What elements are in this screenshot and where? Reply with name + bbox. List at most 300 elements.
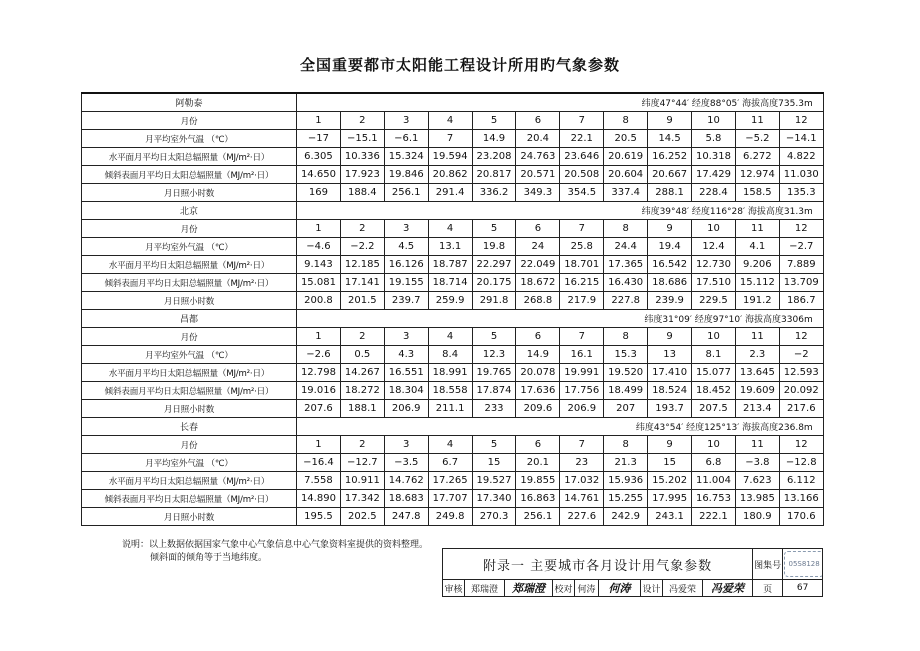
- row-label: 月平均室外气温 （℃）: [82, 346, 297, 364]
- table-cell: 9: [648, 436, 692, 454]
- table-cell: 18.558: [428, 382, 472, 400]
- table-cell: 7: [560, 328, 604, 346]
- row-label: 月份: [82, 328, 297, 346]
- table-cell: −14.1: [779, 130, 823, 148]
- table-cell: 15.255: [604, 490, 648, 508]
- table-cell: 229.5: [692, 292, 736, 310]
- table-cell: −12.7: [340, 454, 384, 472]
- reviewer-signature: 郑瑞澄: [505, 580, 553, 597]
- row-label: 月日照小时数: [82, 184, 297, 202]
- table-cell: 14.890: [297, 490, 341, 508]
- table-cell: 239.9: [648, 292, 692, 310]
- table-cell: 12.3: [472, 346, 516, 364]
- horizontal-radiation-row: [82, 472, 824, 490]
- table-cell: 17.995: [648, 490, 692, 508]
- table-cell: 18.991: [428, 364, 472, 382]
- footnote: [122, 539, 428, 565]
- temperature-row: [82, 238, 824, 256]
- table-cell: 3: [384, 112, 428, 130]
- table-cell: 9.143: [297, 256, 341, 274]
- month-row: [82, 220, 824, 238]
- table-cell: 10.336: [340, 148, 384, 166]
- row-label: 月日照小时数: [82, 400, 297, 418]
- table-cell: 158.5: [735, 184, 779, 202]
- table-cell: 7: [560, 436, 604, 454]
- city-name: 北京: [82, 202, 297, 220]
- table-cell: 186.7: [779, 292, 823, 310]
- table-cell: 18.686: [648, 274, 692, 292]
- table-cell: 11: [735, 112, 779, 130]
- horizontal-radiation-row: [82, 148, 824, 166]
- table-cell: 14.9: [472, 130, 516, 148]
- table-cell: 17.510: [692, 274, 736, 292]
- table-cell: 211.1: [428, 400, 472, 418]
- table-cell: 17.707: [428, 490, 472, 508]
- table-cell: 19.846: [384, 166, 428, 184]
- table-cell: 9.206: [735, 256, 779, 274]
- table-cell: 16.430: [604, 274, 648, 292]
- table-cell: 3: [384, 220, 428, 238]
- table-cell: 3: [384, 436, 428, 454]
- table-cell: 268.8: [516, 292, 560, 310]
- table-cell: 200.8: [297, 292, 341, 310]
- table-cell: 16.542: [648, 256, 692, 274]
- city-coordinates: 纬度31°09′ 经度97°10′ 海拔高度3306m: [297, 310, 824, 328]
- table-cell: 4.3: [384, 346, 428, 364]
- table-cell: 20.078: [516, 364, 560, 382]
- table-cell: 249.8: [428, 508, 472, 526]
- table-cell: 193.7: [648, 400, 692, 418]
- tilted-radiation-row: [82, 382, 824, 400]
- table-cell: 10.318: [692, 148, 736, 166]
- table-cell: 20.667: [648, 166, 692, 184]
- city-header-row: [82, 418, 824, 436]
- table-cell: 337.4: [604, 184, 648, 202]
- reviewer-name: 郑瑞澄: [465, 580, 505, 597]
- table-cell: 188.1: [340, 400, 384, 418]
- horizontal-radiation-row: [82, 256, 824, 274]
- row-label: 月份: [82, 436, 297, 454]
- table-cell: 180.9: [735, 508, 779, 526]
- checker-name: 何涛: [575, 580, 599, 597]
- table-cell: 170.6: [779, 508, 823, 526]
- table-cell: −16.4: [297, 454, 341, 472]
- table-cell: 16.215: [560, 274, 604, 292]
- table-cell: 18.272: [340, 382, 384, 400]
- designer-name: 冯爱荣: [663, 580, 703, 597]
- table-cell: 22.297: [472, 256, 516, 274]
- table-cell: 17.874: [472, 382, 516, 400]
- table-cell: 8: [604, 436, 648, 454]
- table-cell: 24.763: [516, 148, 560, 166]
- footnote-line1: 说明：以上数据依据国家气象中心气象信息中心气象资料室提供的资料整理。: [122, 540, 429, 550]
- table-cell: 13.985: [735, 490, 779, 508]
- table-cell: 18.672: [516, 274, 560, 292]
- row-label: 月日照小时数: [82, 508, 297, 526]
- table-cell: 20.604: [604, 166, 648, 184]
- table-cell: 14.9: [516, 346, 560, 364]
- row-label: 水平面月平均日太阳总辐照量（MJ/m²·日）: [82, 472, 297, 490]
- city-coordinates: 纬度43°54′ 经度125°13′ 海拔高度236.8m: [297, 418, 824, 436]
- table-cell: 12: [779, 220, 823, 238]
- table-cell: 227.6: [560, 508, 604, 526]
- table-cell: 17.365: [604, 256, 648, 274]
- page-title: 全国重要都市太阳能工程设计所用旳气象参数: [299, 56, 620, 74]
- table-cell: 5: [472, 220, 516, 238]
- sunshine-hours-row: [82, 400, 824, 418]
- page-label: 页: [753, 580, 783, 597]
- table-cell: 15.112: [735, 274, 779, 292]
- table-cell: 239.7: [384, 292, 428, 310]
- table-cell: 15.077: [692, 364, 736, 382]
- footnote-line2: 倾斜面的倾角等于当地纬度。: [150, 553, 268, 563]
- table-cell: 19.594: [428, 148, 472, 166]
- row-label: 水平面月平均日太阳总辐照量（MJ/m²·日）: [82, 148, 297, 166]
- table-cell: 1: [297, 220, 341, 238]
- table-cell: 4: [428, 112, 472, 130]
- table-cell: 222.1: [692, 508, 736, 526]
- table-cell: 270.3: [472, 508, 516, 526]
- table-cell: 233: [472, 400, 516, 418]
- check-label: 校对: [553, 580, 575, 597]
- atlas-label: 图集号: [753, 549, 783, 580]
- table-cell: 17.265: [428, 472, 472, 490]
- atlas-number: [783, 549, 823, 580]
- table-cell: −5.2: [735, 130, 779, 148]
- table-cell: 7.623: [735, 472, 779, 490]
- table-cell: 9: [648, 220, 692, 238]
- table-cell: 18.499: [604, 382, 648, 400]
- table-cell: 201.5: [340, 292, 384, 310]
- table-cell: 1: [297, 112, 341, 130]
- atlas-stamp: 05S8128: [784, 551, 823, 577]
- table-cell: 15: [472, 454, 516, 472]
- table-cell: 21.3: [604, 454, 648, 472]
- table-cell: 7: [428, 130, 472, 148]
- table-cell: 10: [692, 328, 736, 346]
- table-cell: 291.8: [472, 292, 516, 310]
- table-cell: 19.520: [604, 364, 648, 382]
- table-cell: 10: [692, 436, 736, 454]
- table-cell: −15.1: [340, 130, 384, 148]
- climate-table: [81, 92, 824, 526]
- city-coordinates: 纬度47°44′ 经度88°05′ 海拔高度735.3m: [297, 93, 824, 112]
- table-cell: 7.889: [779, 256, 823, 274]
- table-cell: 11.030: [779, 166, 823, 184]
- table-cell: 354.5: [560, 184, 604, 202]
- table-cell: 5: [472, 328, 516, 346]
- row-label: 月平均室外气温 （℃）: [82, 238, 297, 256]
- table-cell: 12.730: [692, 256, 736, 274]
- table-cell: 227.8: [604, 292, 648, 310]
- table-cell: 18.683: [384, 490, 428, 508]
- row-label: 水平面月平均日太阳总辐照量（MJ/m²·日）: [82, 364, 297, 382]
- table-cell: 25.8: [560, 238, 604, 256]
- table-cell: 11: [735, 328, 779, 346]
- table-cell: 13: [648, 346, 692, 364]
- month-row: [82, 112, 824, 130]
- table-cell: −2: [779, 346, 823, 364]
- table-cell: 2: [340, 328, 384, 346]
- designer-signature: 冯爱荣: [703, 580, 753, 597]
- table-cell: 2.3: [735, 346, 779, 364]
- table-cell: 16.1: [560, 346, 604, 364]
- city-name: 昌都: [82, 310, 297, 328]
- table-cell: 8: [604, 328, 648, 346]
- table-cell: 169: [297, 184, 341, 202]
- table-cell: 1: [297, 328, 341, 346]
- table-cell: 19.609: [735, 382, 779, 400]
- row-label: 月平均室外气温 （℃）: [82, 454, 297, 472]
- table-cell: 5: [472, 436, 516, 454]
- table-cell: 18.304: [384, 382, 428, 400]
- row-label: 月日照小时数: [82, 292, 297, 310]
- table-cell: 288.1: [648, 184, 692, 202]
- table-cell: 19.4: [648, 238, 692, 256]
- table-cell: 20.175: [472, 274, 516, 292]
- table-cell: 10: [692, 220, 736, 238]
- table-cell: −3.8: [735, 454, 779, 472]
- table-cell: 16.753: [692, 490, 736, 508]
- table-cell: 256.1: [516, 508, 560, 526]
- table-cell: 18.524: [648, 382, 692, 400]
- row-label: 倾斜表面月平均日太阳总辐照量（MJ/m²·日）: [82, 490, 297, 508]
- table-cell: 23.646: [560, 148, 604, 166]
- table-cell: 14.762: [384, 472, 428, 490]
- table-cell: 24.4: [604, 238, 648, 256]
- review-label: 审核: [443, 580, 465, 597]
- table-cell: 19.855: [516, 472, 560, 490]
- table-cell: 12.593: [779, 364, 823, 382]
- table-cell: 12: [779, 328, 823, 346]
- appendix-title: 附录一 主要城市各月设计用气象参数: [443, 549, 753, 580]
- table-cell: 243.1: [648, 508, 692, 526]
- table-cell: −2.6: [297, 346, 341, 364]
- table-cell: 18.714: [428, 274, 472, 292]
- table-cell: 17.429: [692, 166, 736, 184]
- table-cell: 6: [516, 220, 560, 238]
- row-label: 倾斜表面月平均日太阳总辐照量（MJ/m²·日）: [82, 382, 297, 400]
- table-cell: 17.342: [340, 490, 384, 508]
- table-cell: 17.923: [340, 166, 384, 184]
- table-cell: 8: [604, 112, 648, 130]
- month-row: [82, 436, 824, 454]
- table-cell: 349.3: [516, 184, 560, 202]
- table-cell: 19.016: [297, 382, 341, 400]
- table-cell: 15.202: [648, 472, 692, 490]
- table-cell: 6.7: [428, 454, 472, 472]
- table-cell: 20.5: [604, 130, 648, 148]
- table-cell: −2.2: [340, 238, 384, 256]
- table-cell: 6: [516, 328, 560, 346]
- city-name: 长春: [82, 418, 297, 436]
- table-cell: 6.8: [692, 454, 736, 472]
- table-cell: 15.3: [604, 346, 648, 364]
- table-cell: 12: [779, 112, 823, 130]
- table-cell: 6.112: [779, 472, 823, 490]
- table-cell: 10: [692, 112, 736, 130]
- table-cell: 4.5: [384, 238, 428, 256]
- table-cell: 5.8: [692, 130, 736, 148]
- tilted-radiation-row: [82, 490, 824, 508]
- table-cell: 217.6: [779, 400, 823, 418]
- table-cell: 20.508: [560, 166, 604, 184]
- table-cell: 16.863: [516, 490, 560, 508]
- table-cell: 24: [516, 238, 560, 256]
- table-cell: 17.141: [340, 274, 384, 292]
- table-cell: 4.822: [779, 148, 823, 166]
- table-cell: 12.798: [297, 364, 341, 382]
- tilted-radiation-row: [82, 166, 824, 184]
- table-cell: 15.324: [384, 148, 428, 166]
- table-cell: 23: [560, 454, 604, 472]
- table-cell: 209.6: [516, 400, 560, 418]
- table-cell: 17.756: [560, 382, 604, 400]
- table-cell: 16.551: [384, 364, 428, 382]
- table-cell: 16.126: [384, 256, 428, 274]
- table-cell: 19.155: [384, 274, 428, 292]
- table-cell: 17.636: [516, 382, 560, 400]
- city-header-row: [82, 93, 824, 112]
- table-cell: 20.092: [779, 382, 823, 400]
- table-cell: 7: [560, 112, 604, 130]
- table-cell: 13.166: [779, 490, 823, 508]
- table-cell: 0.5: [340, 346, 384, 364]
- table-cell: 206.9: [560, 400, 604, 418]
- table-cell: 291.4: [428, 184, 472, 202]
- page-number: 67: [783, 580, 823, 597]
- temperature-row: [82, 130, 824, 148]
- table-cell: 20.619: [604, 148, 648, 166]
- row-label: 水平面月平均日太阳总辐照量（MJ/m²·日）: [82, 256, 297, 274]
- temperature-row: [82, 454, 824, 472]
- table-cell: 7.558: [297, 472, 341, 490]
- table-cell: 20.4: [516, 130, 560, 148]
- table-cell: 17.340: [472, 490, 516, 508]
- table-cell: 207.6: [297, 400, 341, 418]
- table-cell: 8.1: [692, 346, 736, 364]
- row-label: 月份: [82, 112, 297, 130]
- table-cell: 207.5: [692, 400, 736, 418]
- table-cell: 13.1: [428, 238, 472, 256]
- title-block: [442, 548, 823, 597]
- table-cell: 18.452: [692, 382, 736, 400]
- table-cell: 22.1: [560, 130, 604, 148]
- table-cell: 228.4: [692, 184, 736, 202]
- table-cell: 12.4: [692, 238, 736, 256]
- table-cell: 20.571: [516, 166, 560, 184]
- table-cell: −6.1: [384, 130, 428, 148]
- table-cell: 207: [604, 400, 648, 418]
- table-cell: 12.185: [340, 256, 384, 274]
- table-cell: 242.9: [604, 508, 648, 526]
- table-cell: 213.4: [735, 400, 779, 418]
- table-cell: 19.527: [472, 472, 516, 490]
- table-cell: 15.936: [604, 472, 648, 490]
- table-cell: 18.787: [428, 256, 472, 274]
- table-cell: 6.272: [735, 148, 779, 166]
- table-cell: 17.410: [648, 364, 692, 382]
- city-name: 阿勒泰: [82, 93, 297, 112]
- sunshine-hours-row: [82, 184, 824, 202]
- table-cell: 13.645: [735, 364, 779, 382]
- row-label: 倾斜表面月平均日太阳总辐照量（MJ/m²·日）: [82, 166, 297, 184]
- table-cell: 14.5: [648, 130, 692, 148]
- table-cell: 247.8: [384, 508, 428, 526]
- city-header-row: [82, 310, 824, 328]
- table-cell: 11.004: [692, 472, 736, 490]
- table-cell: 8.4: [428, 346, 472, 364]
- table-cell: 10.911: [340, 472, 384, 490]
- table-cell: 17.032: [560, 472, 604, 490]
- temperature-row: [82, 346, 824, 364]
- table-cell: 12.974: [735, 166, 779, 184]
- table-cell: 6.305: [297, 148, 341, 166]
- table-cell: 4: [428, 328, 472, 346]
- table-cell: 5: [472, 112, 516, 130]
- table-cell: 1: [297, 436, 341, 454]
- table-cell: 195.5: [297, 508, 341, 526]
- table-cell: 3: [384, 328, 428, 346]
- table-cell: 11: [735, 220, 779, 238]
- table-cell: 12: [779, 436, 823, 454]
- table-cell: 6: [516, 436, 560, 454]
- table-cell: 18.701: [560, 256, 604, 274]
- table-cell: 2: [340, 112, 384, 130]
- table-cell: 2: [340, 220, 384, 238]
- table-cell: 23.208: [472, 148, 516, 166]
- city-header-row: [82, 202, 824, 220]
- table-cell: 202.5: [340, 508, 384, 526]
- table-cell: 22.049: [516, 256, 560, 274]
- table-cell: 14.761: [560, 490, 604, 508]
- horizontal-radiation-row: [82, 364, 824, 382]
- table-cell: −3.5: [384, 454, 428, 472]
- table-cell: 4: [428, 220, 472, 238]
- month-row: [82, 328, 824, 346]
- table-cell: 135.3: [779, 184, 823, 202]
- table-cell: 19.765: [472, 364, 516, 382]
- table-cell: 7: [560, 220, 604, 238]
- table-cell: 14.267: [340, 364, 384, 382]
- table-cell: 20.1: [516, 454, 560, 472]
- table-cell: 9: [648, 112, 692, 130]
- table-cell: 256.1: [384, 184, 428, 202]
- table-cell: 336.2: [472, 184, 516, 202]
- table-cell: 206.9: [384, 400, 428, 418]
- table-cell: 8: [604, 220, 648, 238]
- table-cell: 217.9: [560, 292, 604, 310]
- table-cell: 19.991: [560, 364, 604, 382]
- sunshine-hours-row: [82, 508, 824, 526]
- table-cell: 6: [516, 112, 560, 130]
- row-label: 月份: [82, 220, 297, 238]
- table-cell: 20.862: [428, 166, 472, 184]
- table-cell: 4.1: [735, 238, 779, 256]
- sunshine-hours-row: [82, 292, 824, 310]
- table-cell: 9: [648, 328, 692, 346]
- tilted-radiation-row: [82, 274, 824, 292]
- row-label: 倾斜表面月平均日太阳总辐照量（MJ/m²·日）: [82, 274, 297, 292]
- table-cell: 15.081: [297, 274, 341, 292]
- table-cell: 191.2: [735, 292, 779, 310]
- table-cell: −17: [297, 130, 341, 148]
- design-label: 设计: [641, 580, 663, 597]
- table-cell: −12.8: [779, 454, 823, 472]
- checker-signature: 何涛: [599, 580, 641, 597]
- table-cell: −4.6: [297, 238, 341, 256]
- table-cell: 188.4: [340, 184, 384, 202]
